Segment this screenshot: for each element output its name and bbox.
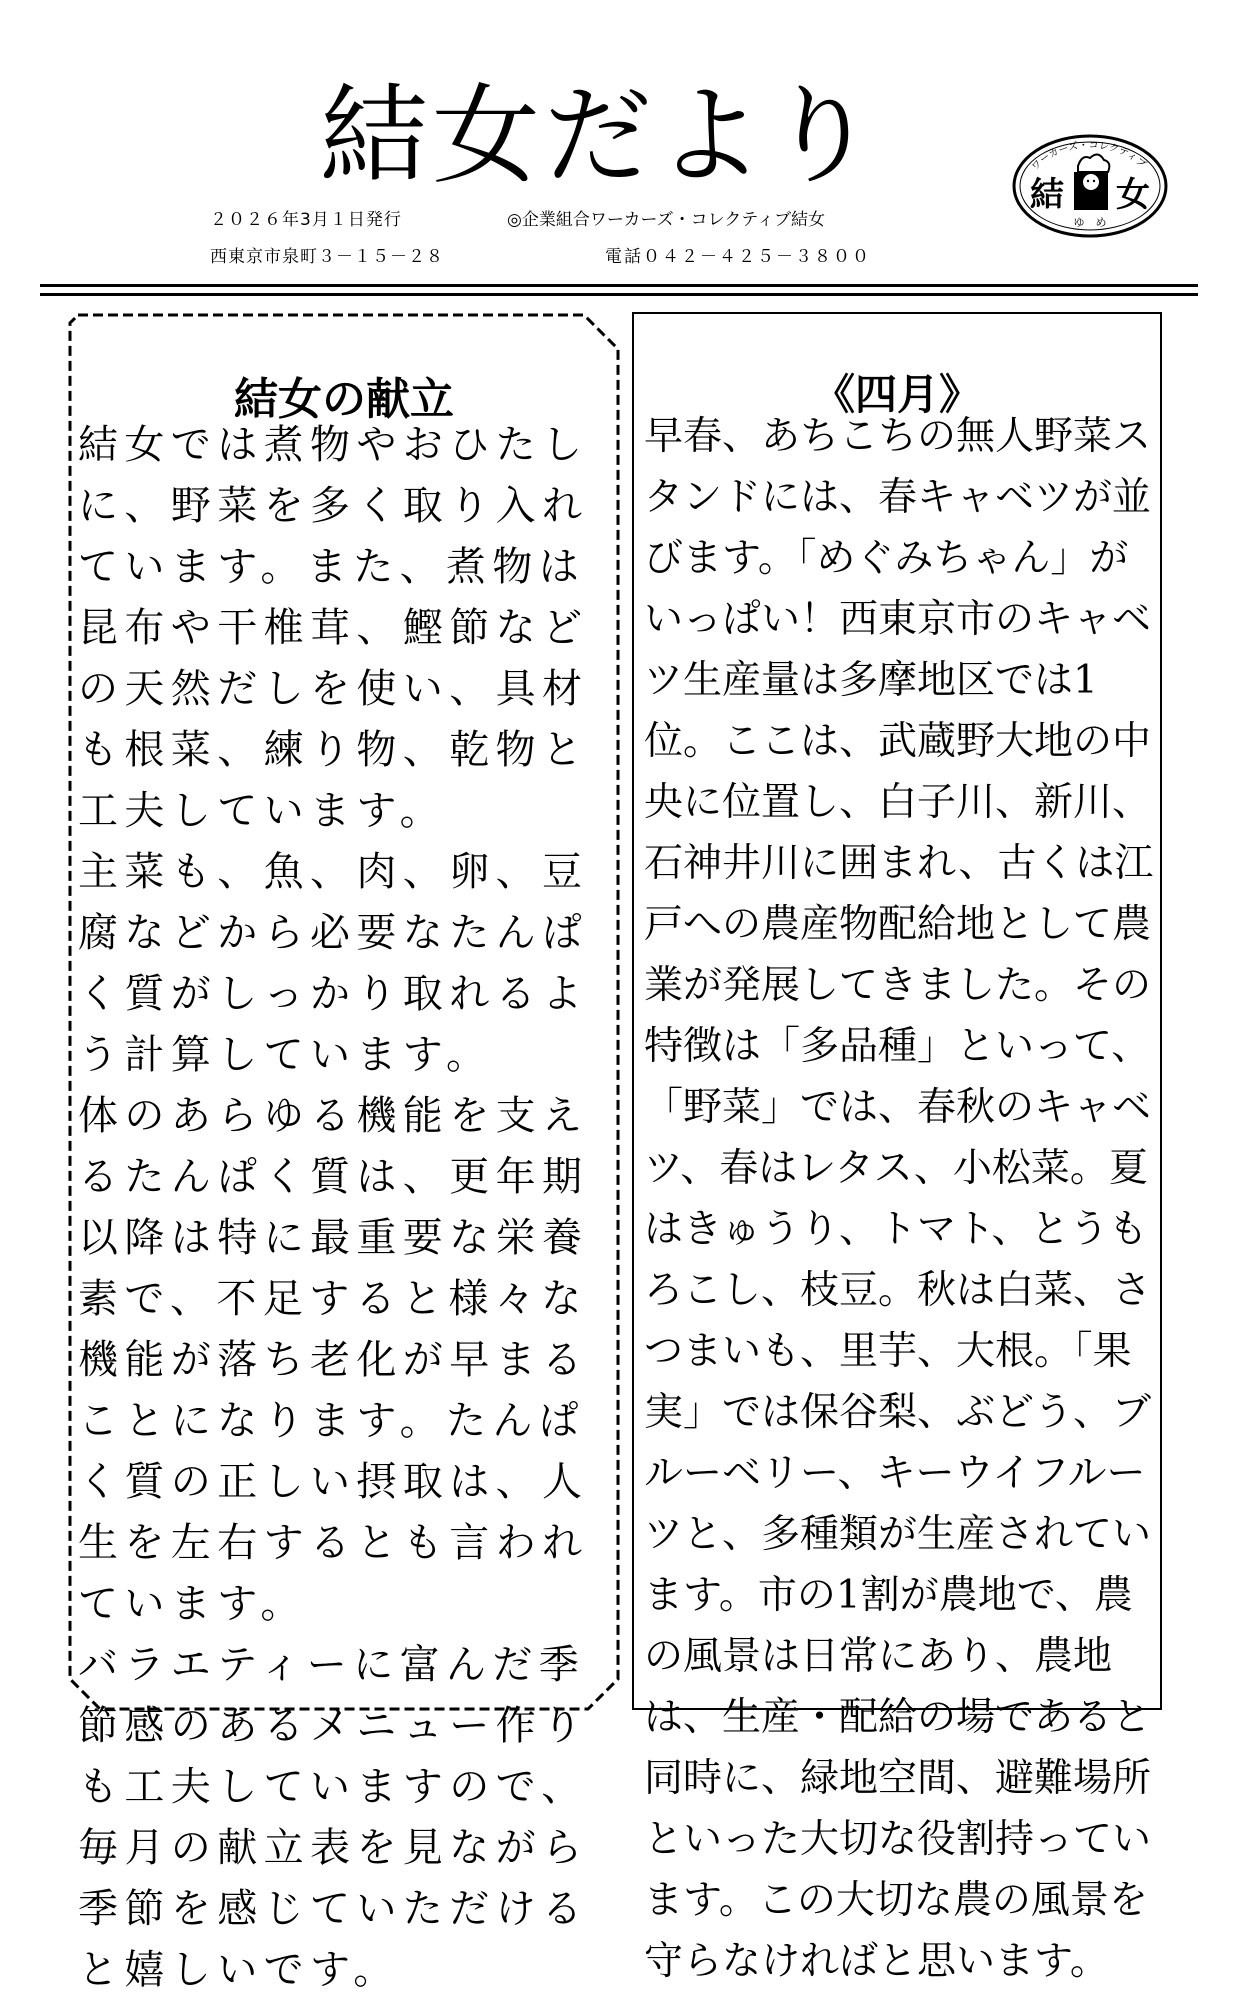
organization-logo	[1010, 128, 1170, 240]
publisher-name: ◎企業組合ワーカーズ・コレクティブ結女	[507, 210, 825, 230]
newsletter-title: 結女だより	[319, 74, 880, 199]
chef-figure-icon	[1074, 154, 1109, 210]
logo-char-left: 結	[1030, 175, 1064, 215]
logo-sub-text: ゆ め	[1073, 216, 1107, 229]
issue-date: ２０２６年3月１日発行	[210, 210, 402, 230]
april-article-box	[632, 312, 1162, 1984]
publisher-address: 西東京市泉町３－１５－２８	[210, 247, 444, 267]
header-divider-top	[40, 284, 1198, 287]
menu-paragraph-1: 結女では煮物やおひたしに、野菜を多く取り入れています。また、煮物は昆布や干椎茸、鰹節などの天然だしを使い、具材も根菜、練り物、乾物と工夫しています。	[78, 422, 589, 834]
menu-article-box	[68, 313, 620, 1993]
menu-article-body	[78, 415, 612, 2001]
logo-char-right: 女	[1116, 175, 1150, 215]
april-article-heading: 《四月》	[812, 369, 981, 419]
menu-paragraph-4: バラエティーに富んだ季節感のあるメニュー作りも工夫していますので、毎月の献立表を見ながら季節を感じていただけると嬉しいです。	[78, 1642, 589, 1993]
menu-paragraph-2: 主菜も、魚、肉、卵、豆腐などから必要なたんぱく質がしっかり取れるよう計算しています。	[78, 849, 589, 1078]
menu-paragraph-3: 体のあらゆる機能を支えるたんぱく質は、更年期以降は特に最重要な栄養素で、不足すると様々な機能が落ち老化が早まることになります。たんぱく質の正しい摂取は、人生を左右するとも言われています。	[78, 1093, 589, 1627]
publisher-phone: 電話０４２－４２５－３８００	[605, 247, 871, 267]
header-divider-bottom	[40, 293, 1198, 296]
logo-emblem	[1010, 128, 1170, 240]
menu-article-heading: 結女の献立	[234, 373, 454, 425]
logo-arc-text: ワーカーズ・コレクティブ	[1029, 140, 1148, 173]
april-article-body	[644, 406, 1154, 1992]
april-paragraph-1: 早春、あちこちの無人野菜スタンドには、春キャベツが並びます。「めぐみちゃん」がいっぱい！西東京市のキャベツ生産量は多摩地区では1位。ここは、武蔵野大地の中央に位置し、白子川、新川、石神井川に囲まれ、古くは江戸への農産物配給地として農業が発展してきました。その特徴は「多品種」といって、「野菜」では、春秋のキャベツ、春はレタス、小松菜。夏はきゅうり、トマト、とうもろこし、枝豆。秋は白菜、さつまいも、里芋、大根。「果実」では保谷梨、ぶどう、ブルーベリー、キーウイフルーツと、多種類が生産されています。市の1割が農地で、農の風景は日常にあり、農地は、生産・配給の場であると同時に、緑地空間、避難場所といった大切な役割持っています。この大切な農の風景を守らなければと思います。	[644, 414, 1154, 1984]
